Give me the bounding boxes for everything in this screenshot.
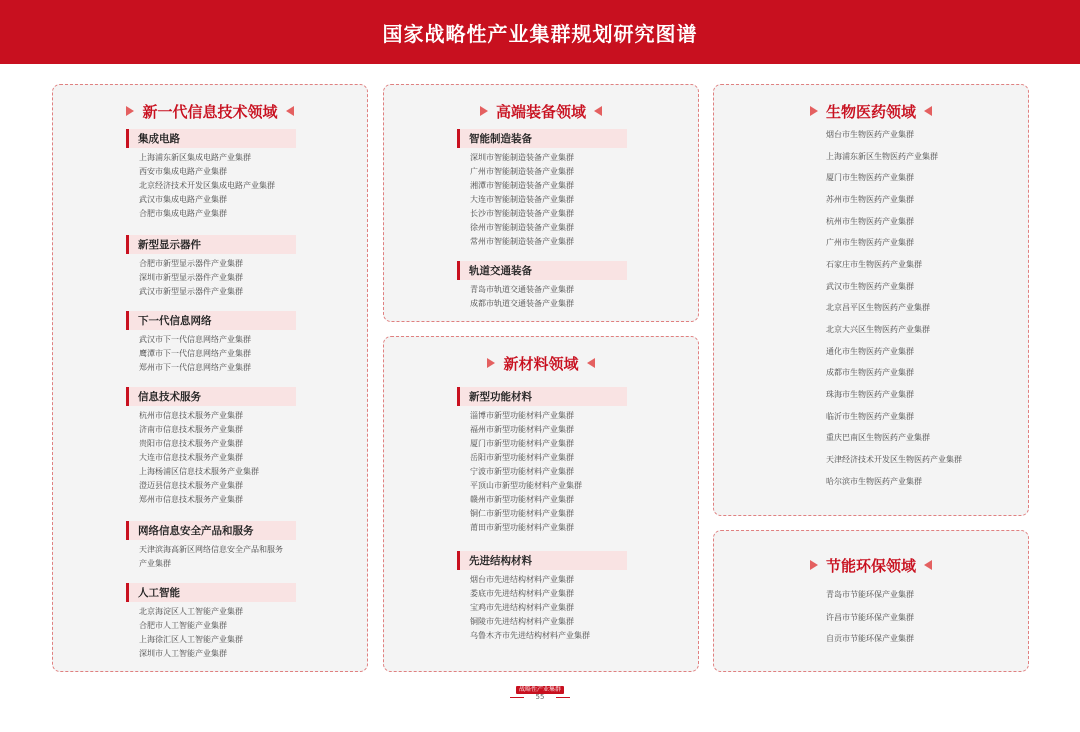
- sub-header-smart-mfg: [457, 129, 627, 148]
- list-item: 通化市生物医药产业集群: [826, 347, 914, 356]
- list-item: 北京昌平区生物医药产业集群: [826, 303, 930, 312]
- sub-header-ic: [126, 129, 296, 148]
- sub-header-label: 网络信息安全产品和服务: [138, 525, 254, 537]
- panel-materials-title-row: [384, 353, 698, 373]
- chevron-left-icon: [594, 106, 602, 116]
- list-item: 大连市智能制造装备产业集群: [470, 195, 574, 204]
- list-item: 自贡市节能环保产业集群: [826, 634, 914, 643]
- list-item: 合肥市人工智能产业集群: [139, 621, 227, 630]
- sub-header-network: [126, 311, 296, 330]
- list-item: 铜仁市新型功能材料产业集群: [470, 509, 574, 518]
- list-item: 哈尔滨市生物医药产业集群: [826, 477, 922, 486]
- list-item: 娄底市先进结构材料产业集群: [470, 589, 574, 598]
- list-item: 厦门市生物医药产业集群: [826, 173, 914, 182]
- chevron-left-icon: [286, 106, 294, 116]
- sub-header-label: 信息技术服务: [138, 391, 201, 403]
- list-item: 武汉市下一代信息网络产业集群: [139, 335, 251, 344]
- list-item: 上海杨浦区信息技术服务产业集群: [139, 467, 259, 476]
- sub-header-security: [126, 521, 296, 540]
- sub-header-label: 智能制造装备: [469, 133, 532, 145]
- list-item: 莆田市新型功能材料产业集群: [470, 523, 574, 532]
- chevron-right-icon: [810, 560, 818, 570]
- list-item: 成都市轨道交通装备产业集群: [470, 299, 574, 308]
- list-item: 宁波市新型功能材料产业集群: [470, 467, 574, 476]
- list-item: 鹰潭市下一代信息网络产业集群: [139, 349, 251, 358]
- panel-biomed: [713, 84, 1029, 516]
- panel-materials-title: 新材料领域: [503, 354, 579, 373]
- list-item: 赣州市新型功能材料产业集群: [470, 495, 574, 504]
- chevron-right-icon: [810, 106, 818, 116]
- list-item: 常州市智能制造装备产业集群: [470, 237, 574, 246]
- list-item: 石家庄市生物医药产业集群: [826, 260, 922, 269]
- chevron-right-icon: [126, 106, 134, 116]
- sub-header-label: 新型显示器件: [138, 239, 201, 251]
- list-item: 成都市生物医药产业集群: [826, 368, 914, 377]
- list-item: 北京大兴区生物医药产业集群: [826, 325, 930, 334]
- sub-header-structural: [457, 551, 627, 570]
- page-header: [0, 0, 1080, 64]
- list-item: 上海浦东新区生物医药产业集群: [826, 152, 938, 161]
- panel-materials: [383, 336, 699, 672]
- list-item: 宝鸡市先进结构材料产业集群: [470, 603, 574, 612]
- list-item: 郑州市信息技术服务产业集群: [139, 495, 243, 504]
- sub-header-itservice: [126, 387, 296, 406]
- list-item: 北京海淀区人工智能产业集群: [139, 607, 243, 616]
- list-item: 西安市集成电路产业集群: [139, 167, 227, 176]
- sub-header-label: 下一代信息网络: [138, 315, 212, 327]
- list-item: 深圳市人工智能产业集群: [139, 649, 227, 658]
- list-item: 武汉市集成电路产业集群: [139, 195, 227, 204]
- list-item: 武汉市新型显示器件产业集群: [139, 287, 243, 296]
- list-item: 苏州市生物医药产业集群: [826, 195, 914, 204]
- sub-header-display: [126, 235, 296, 254]
- list-item: 上海徐汇区人工智能产业集群: [139, 635, 243, 644]
- list-item: 岳阳市新型功能材料产业集群: [470, 453, 574, 462]
- footer-divider: [510, 697, 524, 698]
- chevron-right-icon: [487, 358, 495, 368]
- list-item: 合肥市新型显示器件产业集群: [139, 259, 243, 268]
- list-item: 乌鲁木齐市先进结构材料产业集群: [470, 631, 590, 640]
- list-item: 湘潭市智能制造装备产业集群: [470, 181, 574, 190]
- list-item: 广州市生物医药产业集群: [826, 238, 914, 247]
- list-item: 烟台市先进结构材料产业集群: [470, 575, 574, 584]
- panel-it-title-row: [53, 101, 367, 121]
- list-item: 重庆巴南区生物医药产业集群: [826, 433, 930, 442]
- sub-header-label: 先进结构材料: [469, 555, 532, 567]
- sub-header-functional: [457, 387, 627, 406]
- panel-biomed-title-row: [714, 101, 1028, 121]
- chevron-left-icon: [924, 560, 932, 570]
- page-title: 国家战略性产业集群规划研究图谱: [382, 21, 698, 46]
- panel-env: [713, 530, 1029, 672]
- list-item: 贵阳市信息技术服务产业集群: [139, 439, 243, 448]
- list-item: 珠海市生物医药产业集群: [826, 390, 914, 399]
- list-item: 大连市信息技术服务产业集群: [139, 453, 243, 462]
- sub-header-label: 人工智能: [138, 587, 180, 599]
- footer-badge: 战略性产业集群: [516, 686, 564, 694]
- footer-divider: [556, 697, 570, 698]
- list-item: 青岛市轨道交通装备产业集群: [470, 285, 574, 294]
- list-item: 天津经济技术开发区生物医药产业集群: [826, 455, 962, 464]
- list-item: 澄迈县信息技术服务产业集群: [139, 481, 243, 490]
- list-item: 厦门市新型功能材料产业集群: [470, 439, 574, 448]
- list-item: 北京经济技术开发区集成电路产业集群: [139, 181, 275, 190]
- page-number: 55: [535, 693, 545, 701]
- list-item: 青岛市节能环保产业集群: [826, 590, 914, 599]
- list-item: 杭州市信息技术服务产业集群: [139, 411, 243, 420]
- list-item: 广州市智能制造装备产业集群: [470, 167, 574, 176]
- list-item: 郑州市下一代信息网络产业集群: [139, 363, 251, 372]
- panel-biomed-title: 生物医药领域: [825, 102, 916, 121]
- list-item: 上海浦东新区集成电路产业集群: [139, 153, 251, 162]
- list-item: 合肥市集成电路产业集群: [139, 209, 227, 218]
- panel-it-title: 新一代信息技术领域: [142, 102, 278, 121]
- list-item: 淄博市新型功能材料产业集群: [470, 411, 574, 420]
- list-item: 许昌市节能环保产业集群: [826, 613, 914, 622]
- list-item: 福州市新型功能材料产业集群: [470, 425, 574, 434]
- list-item: 平顶山市新型功能材料产业集群: [470, 481, 582, 490]
- sub-header-rail: [457, 261, 627, 280]
- list-item: 深圳市新型显示器件产业集群: [139, 273, 243, 282]
- list-item: 临沂市生物医药产业集群: [826, 412, 914, 421]
- panel-env-title: 节能环保领域: [825, 556, 916, 575]
- panel-env-title-row: [714, 555, 1028, 575]
- list-item: 铜陵市先进结构材料产业集群: [470, 617, 574, 626]
- chevron-right-icon: [480, 106, 488, 116]
- list-item: 深圳市智能制造装备产业集群: [470, 153, 574, 162]
- panel-equipment-title: 高端装备领域: [495, 102, 586, 121]
- panel-it: [52, 84, 368, 672]
- list-item: 长沙市智能制造装备产业集群: [470, 209, 574, 218]
- list-item: 杭州市生物医药产业集群: [826, 217, 914, 226]
- sub-header-label: 新型功能材料: [469, 391, 532, 403]
- sub-header-label: 轨道交通装备: [469, 265, 532, 277]
- list-item: 烟台市生物医药产业集群: [826, 130, 914, 139]
- list-item: 天津滨海高新区网络信息安全产品和服务产业集群: [139, 545, 283, 568]
- list-item: 济南市信息技术服务产业集群: [139, 425, 243, 434]
- sub-header-ai: [126, 583, 296, 602]
- panel-equipment: [383, 84, 699, 322]
- list-item: 徐州市智能制造装备产业集群: [470, 223, 574, 232]
- chevron-left-icon: [924, 106, 932, 116]
- list-item: 武汉市生物医药产业集群: [826, 282, 914, 291]
- chevron-left-icon: [587, 358, 595, 368]
- sub-header-label: 集成电路: [138, 133, 180, 145]
- panel-equipment-title-row: [384, 101, 698, 121]
